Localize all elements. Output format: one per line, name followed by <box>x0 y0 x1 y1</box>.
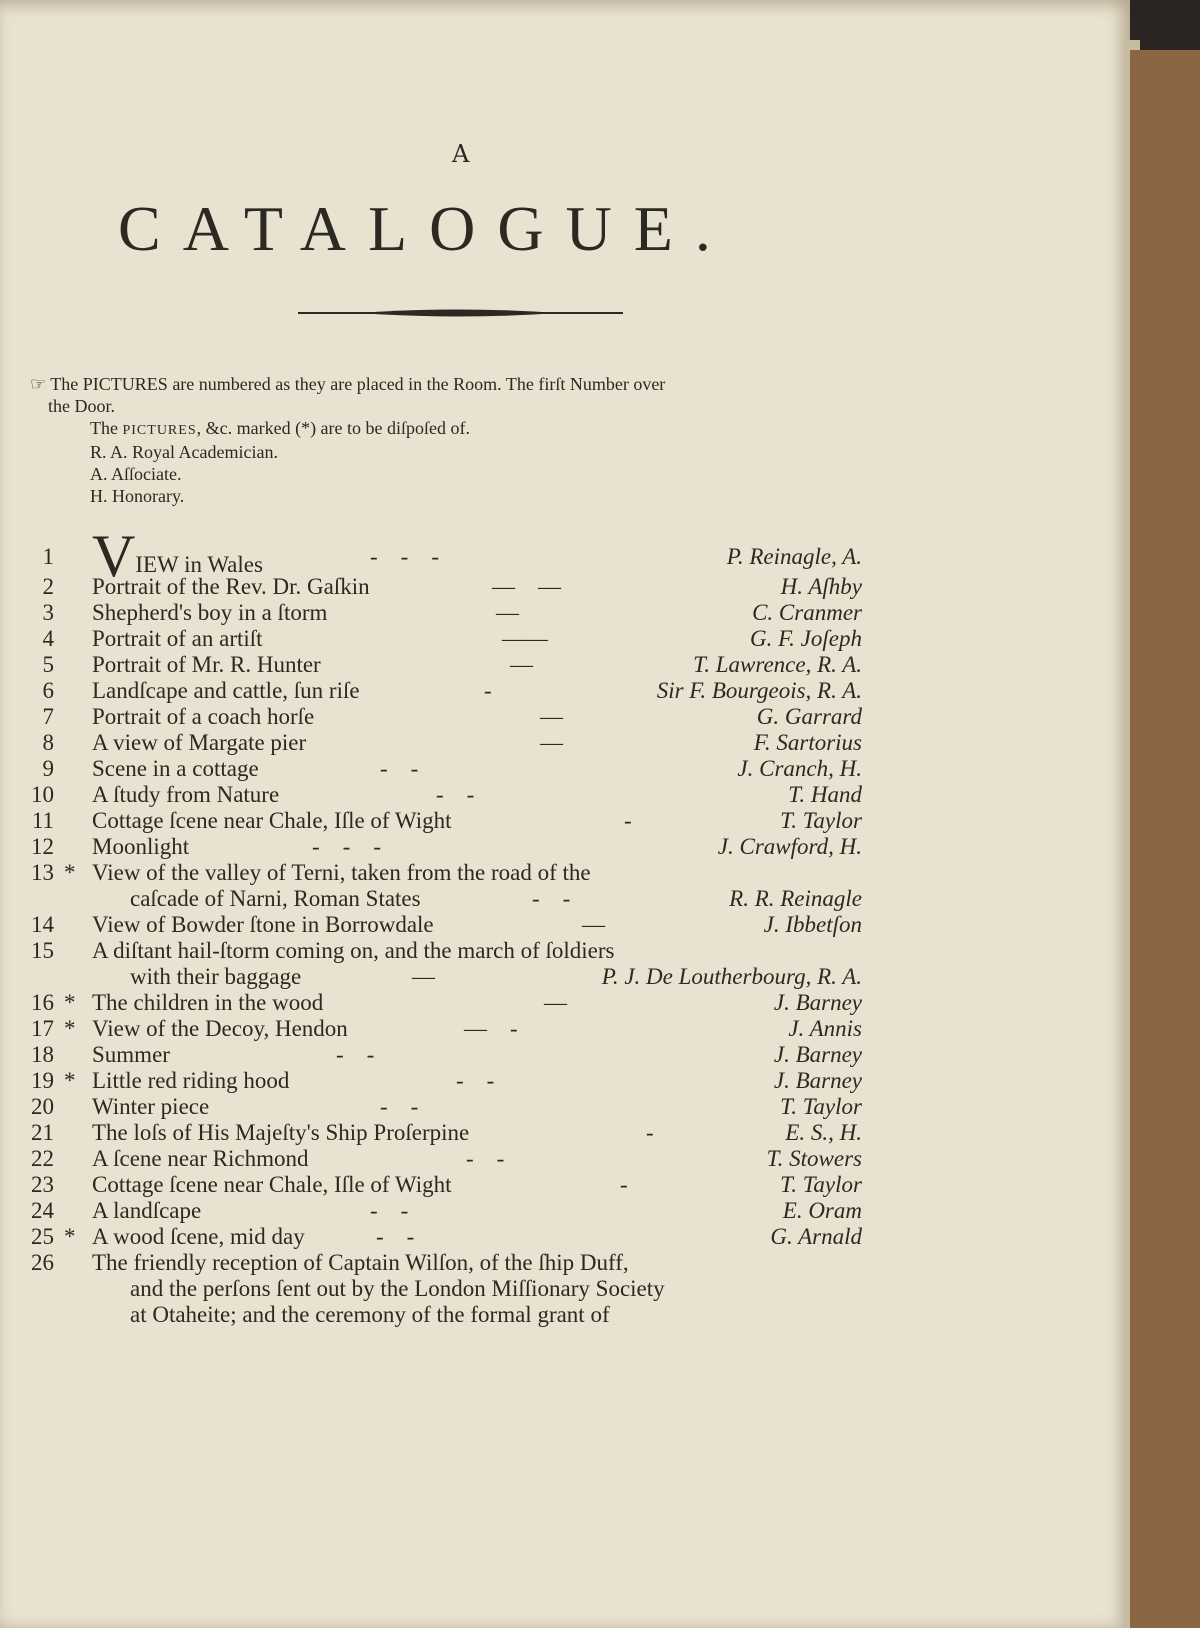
page-title: CATALOGUE. <box>118 193 733 264</box>
catalogue-entry <box>0 1276 1130 1302</box>
entry-title: Little red riding hood <box>92 1068 290 1093</box>
entry-title: Portrait of a coach horſe <box>92 704 315 729</box>
for-sale-marker: * <box>64 860 76 885</box>
book-cover-edge <box>1130 50 1200 1628</box>
leader-dashes: — - <box>464 1016 518 1041</box>
entry-number: 26 <box>31 1250 54 1275</box>
leader-dashes: — <box>544 990 567 1015</box>
entry-artist: J. Ibbetſon <box>763 912 862 937</box>
ornament-rule <box>298 306 623 320</box>
entry-title: View of the valley of Terni, taken from the road of the <box>92 860 591 885</box>
entry-title: Portrait of Mr. R. Hunter <box>92 652 321 677</box>
catalogue-entry <box>0 834 1130 860</box>
catalogue-entry <box>0 730 1130 756</box>
catalogue-entry <box>0 574 1130 600</box>
catalogue-entry <box>0 1224 1130 1250</box>
entry-artist: H. Aſhby <box>780 574 862 599</box>
entry-artist: T. Hand <box>788 782 862 807</box>
entry-title: The friendly reception of Captain Wilſon, of the ſhip Duff, <box>92 1250 629 1275</box>
entry-artist: G. Arnald <box>770 1224 862 1249</box>
entry-title-continued: at Otaheite; and the ceremony of the formal grant of <box>130 1302 610 1327</box>
catalogue-entry <box>0 1198 1130 1224</box>
entry-number: 5 <box>42 652 54 677</box>
entry-number: 7 <box>42 704 54 729</box>
entry-title: Cottage ſcene near Chale, Iſle of Wight <box>92 808 452 833</box>
note-line-5: H. Honorary. <box>90 486 185 506</box>
entry-artist: T. Taylor <box>780 808 862 833</box>
leader-dashes: — <box>496 600 519 625</box>
entry-artist: J. Annis <box>788 1016 862 1041</box>
entry-number: 25 <box>31 1224 54 1249</box>
catalogue-entry <box>0 626 1130 652</box>
leader-dashes: - <box>484 678 492 703</box>
entry-title: A ſtudy from Nature <box>92 782 280 807</box>
entry-title: Portrait of the Rev. Dr. Gaſkin <box>92 574 370 599</box>
leader-dashes: - - <box>336 1042 375 1067</box>
catalogue-entry <box>0 808 1130 834</box>
entry-title-continued: and the perſons ſent out by the London Miſſionary Society <box>130 1276 665 1301</box>
entry-number: 17 <box>31 1016 54 1041</box>
entry-artist: G. Garrard <box>756 704 862 729</box>
entry-number: 18 <box>31 1042 54 1067</box>
leader-dashes: - - - <box>370 544 439 569</box>
entry-number: 11 <box>31 808 54 833</box>
catalogue-entry <box>0 1302 1130 1328</box>
leader-dashes: — <box>540 730 563 755</box>
entry-artist: J. Barney <box>773 1042 862 1067</box>
entry-artist: E. Oram <box>782 1198 862 1223</box>
for-sale-marker: * <box>64 1016 76 1041</box>
catalogue-entry <box>0 600 1130 626</box>
leader-dashes: — <box>510 652 533 677</box>
entry-artist: J. Crawford, H. <box>717 834 862 859</box>
entry-artist: J. Cranch, H. <box>737 756 862 781</box>
catalogue-entry <box>0 652 1130 678</box>
entry-title: The children in the wood <box>92 990 324 1015</box>
entry-number: 23 <box>31 1172 54 1197</box>
entry-number: 3 <box>42 600 54 625</box>
entry-title: A wood ſcene, mid day <box>92 1224 305 1249</box>
leader-dashes: — <box>540 704 563 729</box>
catalogue-entry <box>0 1068 1130 1094</box>
note-line-2-smallcaps: PICTURES <box>122 423 197 438</box>
entry-title-continued: caſcade of Narni, Roman States <box>130 886 421 911</box>
note-line-2 <box>90 418 470 439</box>
note-line-4: A. Aſſociate. <box>90 464 182 484</box>
catalogue-entry <box>0 704 1130 730</box>
entry-artist: T. Taylor <box>780 1094 862 1119</box>
entry-title-rest: IEW in Wales <box>135 552 263 577</box>
entry-title <box>92 523 263 589</box>
note-line-2-pre: The <box>90 418 123 438</box>
entry-artist: R. R. Reinagle <box>729 886 862 911</box>
leader-dashes: — <box>412 964 435 989</box>
catalogue-entry <box>0 678 1130 704</box>
entry-title: Shepherd's boy in a ſtorm <box>92 600 328 625</box>
leader-dashes: - - <box>436 782 475 807</box>
entry-title: Landſcape and cattle, ſun riſe <box>92 678 360 703</box>
leader-dashes: - - <box>532 886 571 911</box>
entry-number: 22 <box>31 1146 54 1171</box>
entry-number: 24 <box>31 1198 54 1223</box>
entry-title: Cottage ſcene near Chale, Iſle of Wight <box>92 1172 452 1197</box>
leader-dashes: —— <box>502 626 548 651</box>
entry-artist: Sir F. Bourgeois, R. A. <box>656 678 862 703</box>
catalogue-entry <box>0 990 1130 1016</box>
note-line-1: ☞ The PICTURES are numbered as they are placed in the Room. The firſt Number over <box>30 374 666 394</box>
leader-dashes: - <box>646 1120 654 1145</box>
catalogue-entry <box>0 782 1130 808</box>
catalogue-entry <box>0 1120 1130 1146</box>
entry-number: 9 <box>42 756 54 781</box>
leader-dashes: — <box>582 912 605 937</box>
entry-number: 8 <box>42 730 54 755</box>
entry-title-continued: with their baggage <box>130 964 302 989</box>
entry-number: 10 <box>31 782 54 807</box>
entry-artist: F. Sartorius <box>753 730 862 755</box>
catalogue-entry <box>0 1042 1130 1068</box>
entry-title: A landſcape <box>92 1198 202 1223</box>
entry-title: Portrait of an artiſt <box>92 626 263 651</box>
for-sale-marker: * <box>64 990 76 1015</box>
catalogue-entry <box>0 1250 1130 1276</box>
entry-title: View of the Decoy, Hendon <box>92 1016 348 1041</box>
entry-artist: T. Stowers <box>766 1146 862 1171</box>
leader-dashes: - - <box>380 1094 419 1119</box>
entry-title: The loſs of His Majeſty's Ship Proſerpine <box>92 1120 470 1145</box>
entry-artist: T. Lawrence, R. A. <box>693 652 862 677</box>
entry-title: Moonlight <box>92 834 190 859</box>
leader-dashes: - <box>620 1172 628 1197</box>
leader-dashes: - - <box>376 1224 415 1249</box>
entry-number: 12 <box>31 834 54 859</box>
entry-number: 4 <box>42 626 54 651</box>
entry-number: 2 <box>42 574 54 599</box>
leader-dashes: - <box>624 808 632 833</box>
catalogue-entry <box>0 860 1130 886</box>
entry-number: 21 <box>31 1120 54 1145</box>
entry-number: 16 <box>31 990 54 1015</box>
leader-dashes: - - - <box>312 834 381 859</box>
entry-number: 6 <box>42 678 54 703</box>
leader-dashes: - - <box>370 1198 409 1223</box>
entry-artist: J. Barney <box>773 990 862 1015</box>
catalogue-entry <box>0 938 1130 964</box>
entry-title: Scene in a cottage <box>92 756 259 781</box>
for-sale-marker: * <box>64 1068 76 1093</box>
entry-artist: T. Taylor <box>780 1172 862 1197</box>
catalogue-entry <box>0 1094 1130 1120</box>
entry-number: 13 <box>31 860 54 885</box>
entry-title: A diſtant hail-ſtorm coming on, and the march of ſoldiers <box>92 938 615 963</box>
entry-artist: G. F. Joſeph <box>749 626 862 651</box>
entry-number: 19 <box>31 1068 54 1093</box>
entry-number: 14 <box>31 912 54 937</box>
entry-title: Summer <box>92 1042 170 1067</box>
entry-artist: P. J. De Loutherbourg, R. A. <box>601 964 862 989</box>
entry-title: A ſcene near Richmond <box>92 1146 309 1171</box>
leader-dashes: - - <box>380 756 419 781</box>
entry-artist: E. S., H. <box>785 1120 862 1145</box>
entry-artist: P. Reinagle, A. <box>726 544 862 569</box>
leader-dashes: — — <box>492 574 561 599</box>
leader-dashes: - - <box>466 1146 505 1171</box>
entry-number: 15 <box>31 938 54 963</box>
catalogue-entry <box>0 912 1130 938</box>
entry-title: A view of Margate pier <box>92 730 307 755</box>
entry-artist: C. Cranmer <box>752 600 862 625</box>
catalogue-entry <box>0 756 1130 782</box>
entry-number: 20 <box>31 1094 54 1119</box>
entry-title-initial: V <box>92 523 136 589</box>
for-sale-marker: * <box>64 1224 76 1249</box>
entry-artist: J. Barney <box>773 1068 862 1093</box>
heading-article: A <box>452 140 471 168</box>
catalogue-entry <box>0 1172 1130 1198</box>
entry-number: 1 <box>42 544 54 569</box>
entry-title: View of Bowder ſtone in Borrowdale <box>92 912 434 937</box>
catalogue-entry <box>0 886 1130 912</box>
catalogue-entry <box>0 1016 1130 1042</box>
leader-dashes: - - <box>456 1068 495 1093</box>
catalogue-entry <box>0 964 1130 990</box>
note-line-2-post: , &c. marked (*) are to be diſpoſed of. <box>196 418 471 438</box>
catalogue-entry <box>0 1146 1130 1172</box>
note-line-1-cont: the Door. <box>48 396 115 416</box>
entry-title: Winter piece <box>92 1094 210 1119</box>
note-line-3: R. A. Royal Academician. <box>90 442 278 462</box>
